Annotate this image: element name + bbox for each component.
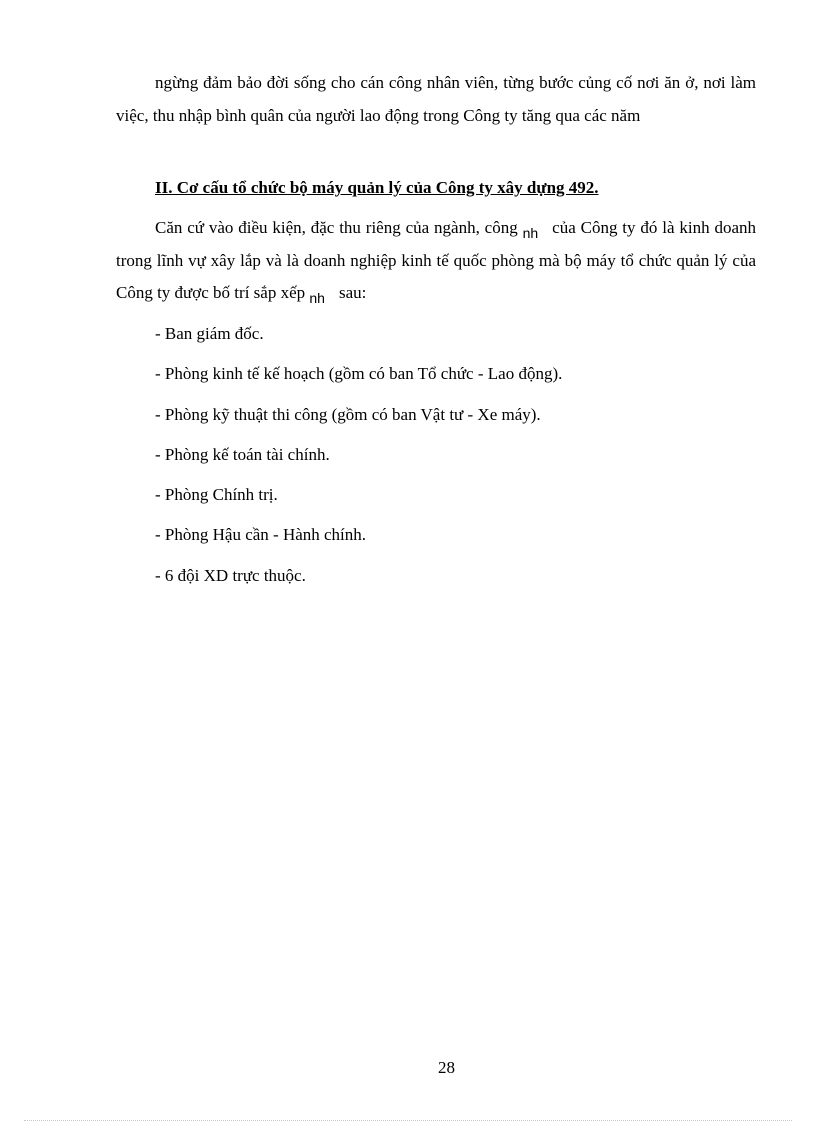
list-item: - Phòng Chính trị. [155, 485, 278, 505]
list-item: - 6 đội XD trực thuộc. [155, 565, 306, 585]
subscript-fragment: nh [309, 290, 325, 306]
footer-divider [24, 1120, 792, 1121]
list-item: - Ban giám đốc. [155, 324, 264, 343]
paragraph-text: của Công ty đó là kinh doanh trong lĩnh vự xây lắp và là doanh nghiệp kinh tế quốc phòng mà bộ máy tổ chức quản lý của Công ty được bố trí sắp xếp [116, 218, 756, 302]
intro-paragraph: ngừng đảm bảo đời sống cho cán công nhân viên, từng bước củng cố nơi ăn ở, nơi làm việc, thu nhập bình quân của người lao động trong Công ty tăng qua các năm [116, 73, 756, 125]
page-number: 28 [438, 1058, 455, 1077]
structure-paragraph [116, 212, 756, 310]
list-item: - Phòng kế toán tài chính. [155, 444, 330, 464]
subscript-fragment: nh [522, 225, 539, 241]
list-item: - Phòng kỹ thuật thi công (gồm có ban Vật tư - Xe máy). [155, 404, 541, 424]
list-item: - Phòng Hậu cần - Hành chính. [155, 525, 367, 545]
list-item: - Phòng kinh tế kế hoạch (gồm có ban Tổ chức - Lao động). [155, 364, 563, 384]
paragraph-text: sau: [338, 283, 367, 302]
paragraph-text: Căn cứ vào điều kiện, đặc thu riêng của ngành, công [155, 218, 523, 237]
department-list [155, 320, 562, 602]
section-heading: II. Cơ cấu tổ chức bộ máy quản lý của Công ty xây dựng 492. [155, 178, 599, 197]
